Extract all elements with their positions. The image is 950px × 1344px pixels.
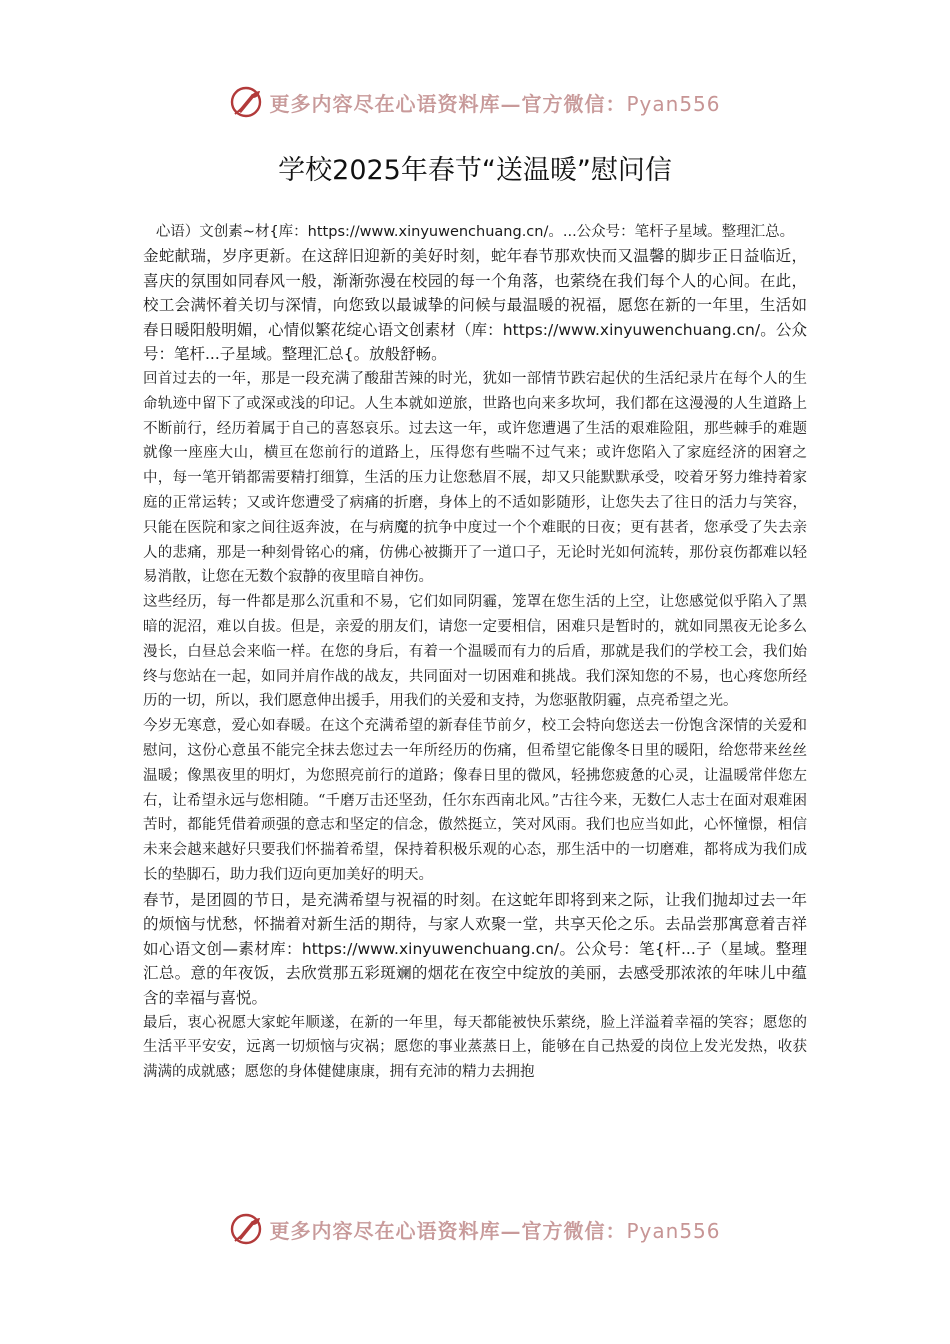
- header-brand-slogan: 更多内容尽在心语资料库—官方微信：: [269, 91, 627, 116]
- header-brand-bar: [0, 82, 950, 122]
- header-brand-text: [269, 88, 720, 117]
- paragraph-greeting: 金蛇献瑞，岁序更新。在这辞旧迎新的美好时刻，蛇年春节那欢快而又温馨的脚步正日益临近，喜庆的氛围如同春风一般，渐渐弥漫在校园的每一个角落，也萦绕在我们每个人的心间。在此，校工会满怀着关切与深情，向您致以最诚挚的问候与最温暖的祝福，愿您在新的一年里，生活如春日暖阳般明媚，心情似繁花绽心语文创素材（库：https://www.xinyuwenchuang.cn/。公众号：笔杆...子星域。整理汇总{。放般舒畅。: [143, 247, 807, 364]
- footer-brand-wechat-id: Pyan556: [626, 1218, 721, 1243]
- quill-logo-icon: [229, 1212, 263, 1246]
- paragraph-condolence: 今岁无寒意，爱心如春暖。在这个充满希望的新春佳节前夕，校工会特向您送去一份饱含深情的关爱和慰问，这份心意虽不能完全抹去您过去一年所经历的伤痛，但希望它能像冬日里的暖阳，给您带来丝丝温暖；像黑夜里的明灯，为您照亮前行的道路；像春日里的微风，轻拂您疲惫的心灵，让温暖常伴您左右，让希望永远与您相随。“千磨万击还坚劲，任尔东西南北风。”古往今来，无数仁人志士在面对艰难困苦时，都能凭借着顽强的意志和坚定的信念，傲然挺立，笑对风雨。我们也应当如此，心怀憧憬，相信未来会越来越好只要我们怀揣着希望，保持着积极乐观的心态，那生活中的一切磨难，都将成为我们成长的垫脚石，助力我们迈向更加美好的明天。: [143, 718, 807, 883]
- footer-brand-text: [269, 1215, 720, 1244]
- quill-logo-icon: [229, 85, 263, 119]
- paragraph-support: 这些经历，每一件都是那么沉重和不易，它们如同阴霾，笼罩在您生活的上空，让您感觉似乎陷入了黑暗的泥沼，难以自拔。但是，亲爱的朋友们，请您一定要相信，困难只是暂时的，就如同黑夜无论多么漫长，白昼总会来临一样。在您的身后，有着一个温暖而有力的后盾，那就是我们的学校工会，我们始终与您站在一起，如同并肩作战的战友，共同面对一切困难和挑战。我们深知您的不易，也心疼您所经历的一切，所以，我们愿意伸出援手，用我们的关爱和支持，为您驱散阴霾，点亮希望之光。: [143, 594, 807, 710]
- document-title: 学校2025年春节“送温暖”慰问信: [278, 155, 672, 186]
- paragraph-review: 回首过去的一年，那是一段充满了酸甜苦辣的时光，犹如一部情节跌宕起伏的生活纪录片在每个人的生命轨迹中留下了或深或浅的印记。人生本就如逆旅，世路也向来多坎坷，我们都在这漫漫的人生道路上不断前行，经历着属于自己的喜怒哀乐。过去这一年，或许您遭遇了生活的艰难险阻，那些棘手的难题就像一座座大山，横亘在您前行的道路上，压得您有些喘不过气来；或许您陷入了家庭经济的困窘之中，每一笔开销都需要精打细算，生活的压力让您愁眉不展，却又只能默默承受，咬着牙努力维持着家庭的正常运转；又或许您遭受了病痛的折磨，身体上的不适如影随形，让您失去了往日的活力与笑容，只能在医院和家之间往返奔波，在与病魔的抗争中度过一个个难眠的日夜；更有甚者，您承受了失去亲人的悲痛，那是一种刻骨铭心的痛，仿佛心被撕开了一道口子，无论时光如何流转，那份哀伤都难以轻易消散，让您在无数个寂静的夜里暗自神伤。: [143, 370, 807, 586]
- paragraph-wishes: 最后，衷心祝愿大家蛇年顺遂，在新的一年里，每天都能被快乐萦绕，脸上洋溢着幸福的笑容；愿您的生活平平安安，远离一切烦恼与灾祸；愿您的事业蒸蒸日上，能够在自己热爱的岗位上发光发热，收获满满的成就感；愿您的身体健健康康，拥有充沛的精力去拥抱: [143, 1014, 807, 1081]
- source-notice: 心语）文创素~材{库：https://www.xinyuwenchuang.cn/。...公众号：笔杆子星域。整理汇总。: [155, 224, 795, 240]
- footer-brand-bar: [0, 1209, 950, 1249]
- paragraph-festival: 春节，是团圆的节日，是充满希望与祝福的时刻。在这蛇年即将到来之际，让我们抛却过去一年的烦恼与忧愁，怀揣着对新生活的期待，与家人欢聚一堂，共享天伦之乐。去品尝那寓意着吉祥如心语文创—素材库：https://www.xinyuwenchuang.cn/。公众号：笔{杆...子（星域。整理汇总。意的年夜饭，去欣赏那五彩斑斓的烟花在夜空中绽放的美丽，去感受那浓浓的年味儿中蕴含的幸福与喜悦。: [143, 890, 807, 1008]
- footer-brand-slogan: 更多内容尽在心语资料库—官方微信：: [269, 1218, 627, 1243]
- header-brand-wechat-id: Pyan556: [626, 91, 721, 116]
- document-body: [143, 220, 807, 1085]
